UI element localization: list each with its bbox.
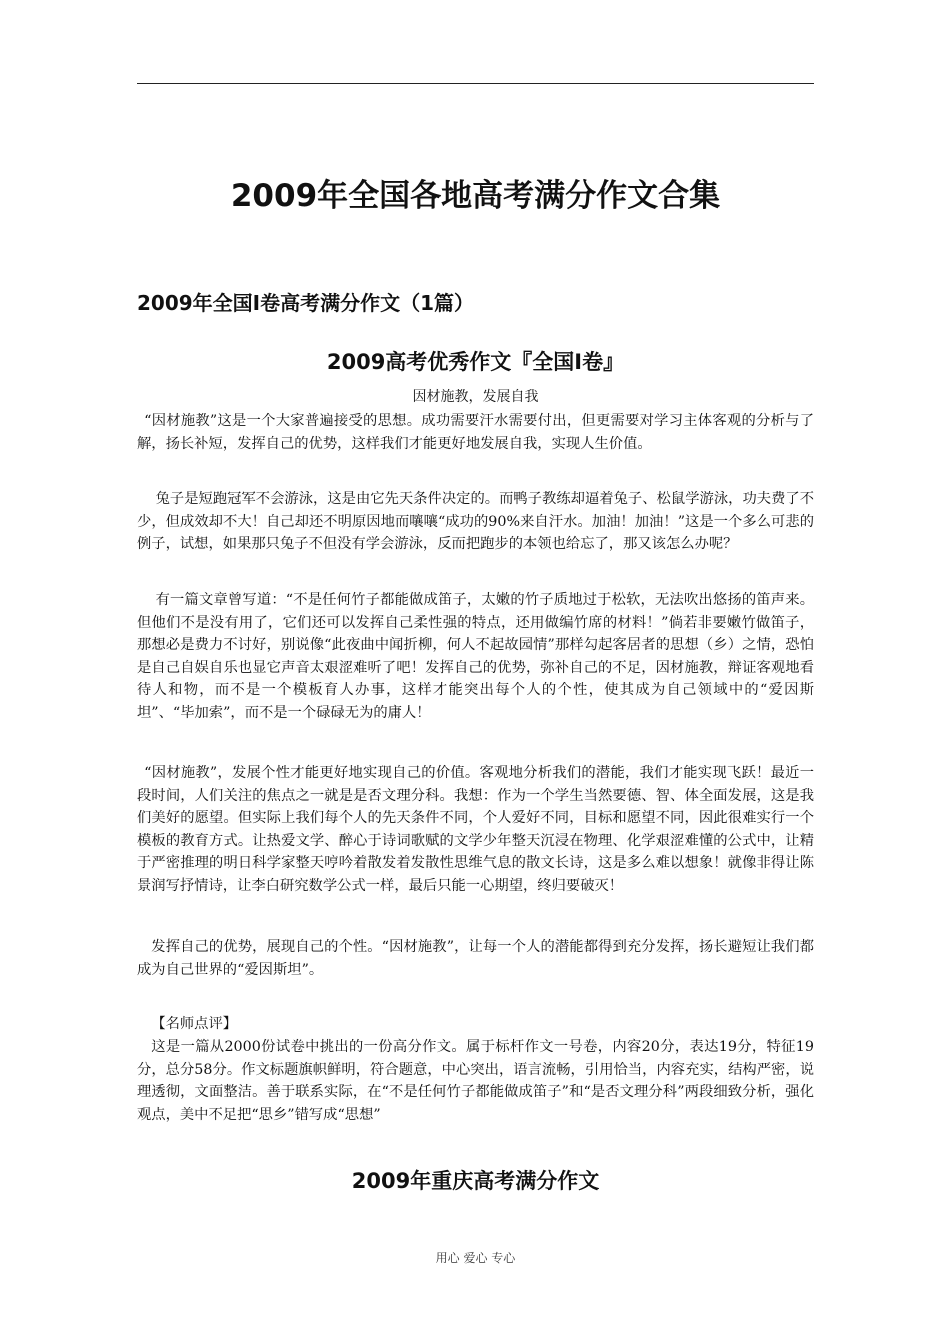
essay-subtitle: 因材施教，发展自我 (412, 389, 539, 405)
document-title: 2009年全国各地高考满分作文合集 (230, 178, 721, 214)
essay-paragraph: 有一篇文章曾写道：“不是任何竹子都能做成笛子，太嫩的竹子质地过于松软，无法吹出悠扬的笛声来。但他们不是没有用了，它们还可以发挥自己柔性强的特点，还用做编竹席的材料！”倘若非要嫩竹做笛子，那想必是费力不讨好，别说像“此夜曲中闻折柳，何人不起故园情”那样勾起客居者的思想（乡）之情，恐怕是自己自娱自乐也显它声音太艰涩难听了吧！发挥自己的优势，弥补自己的不足，因材施教，辩证客观地看待人和物，而不是一个模板育人办事，这样才能突出每个人的个性，使其成为自己领域中的“爱因斯坦”、“毕加索”，而不是一个碌碌无为的庸人！ (137, 592, 814, 721)
essay-paragraph: “因材施教”，发展个性才能更好地实现自己的价值。客观地分析我们的潜能，我们才能实现飞跃！最近一段时间，人们关注的焦点之一就是是否文理分科。我想：作为一个学生当然要德、智、体全面发展，这是我们美好的愿望。但实际上我们每个人的先天条件不同，个人爱好不同，目标和愿望不同，因此很难实行一个模板的教育方式。让热爱文学、醉心于诗词歌赋的文学少年整天沉浸在物理、化学艰涩难懂的公式中，让精于严密推理的明日科学家整天哼吟着散发着发散性思维气息的散文长诗，这是多么难以想象！就像非得让陈景润写抒情诗，让李白研究数学公式一样，最后只能一心期望，终归要破灭！ (137, 765, 814, 894)
next-section-heading: 2009年重庆高考满分作文 (351, 1169, 600, 1193)
comment-text: 这是一篇从2000份试卷中挑出的一份高分作文。属于标杆作文一号卷，内容20分，表达19分，特征19分，总分58分。作文标题旗帜鲜明，符合题意，中心突出，语言流畅，引用恰当，内容充实，结构严密，说理透彻，文面整洁。善于联系实际，在“不是任何竹子都能做成笛子”和“是否文理分科”两段细致分析，强化观点，美中不足把“思乡”错写成“思想” (137, 1039, 814, 1123)
essay-heading: 2009高考优秀作文『全国Ⅰ卷』 (326, 350, 625, 374)
essay-paragraph: 发挥自己的优势，展现自己的个性。“因材施教”，让每一个人的潜能都得到充分发挥，扬长避短让我们都成为自己世界的“爱因斯坦”。 (137, 939, 814, 978)
section-title: 2009年全国Ⅰ卷高考满分作文（1篇） (137, 291, 475, 315)
essay-paragraph: “因材施教”这是一个大家普遍接受的思想。成功需要汗水需要付出，但更需要对学习主体客观的分析与了解，扬长补短，发挥自己的优势，这样我们才能更好地发展自我，实现人生价值。 (137, 413, 814, 452)
page-footer: 用心 爱心 专心 (435, 1251, 516, 1265)
essay-paragraph: 兔子是短跑冠军不会游泳，这是由它先天条件决定的。而鸭子教练却逼着兔子、松鼠学游泳，功夫费了不少，但成效却不大！自己却还不明原因地而嚷嚷“成功的90%来自汗水。加油！加油！”这是一个多么可悲的例子，试想，如果那只兔子不但没有学会游泳，反而把跑步的本领也给忘了，那又该怎么办呢？ (137, 491, 814, 553)
header-rule (137, 83, 814, 84)
comment-label: 【名师点评】 (151, 1016, 238, 1032)
